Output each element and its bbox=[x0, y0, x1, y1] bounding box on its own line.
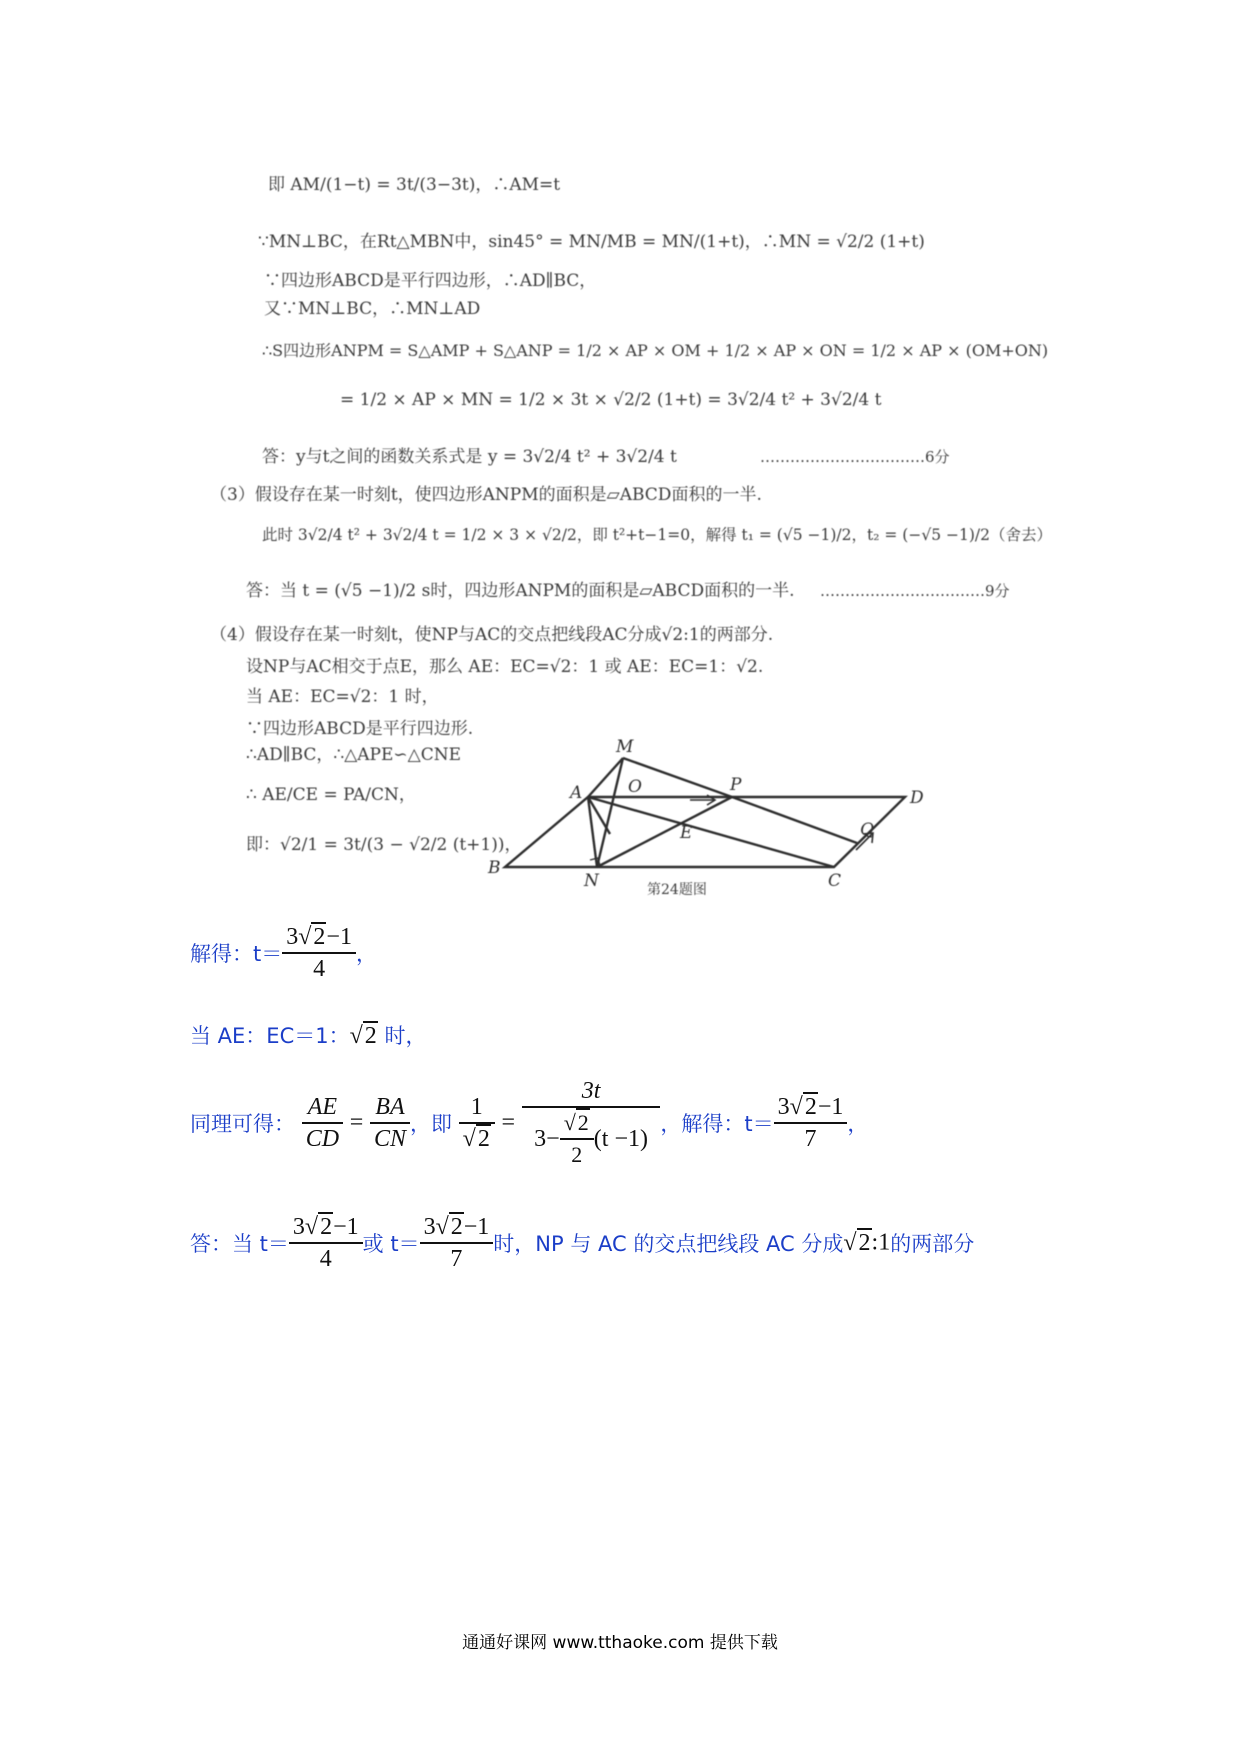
scan-score-6: ……………………………6分 bbox=[760, 448, 950, 466]
fraction-sqrt2-2 bbox=[560, 1108, 594, 1170]
jiede-text: ，解得：t＝ bbox=[660, 1112, 774, 1136]
f-den-two: 2 bbox=[571, 1142, 583, 1167]
f-cn: CN bbox=[373, 1126, 406, 1152]
sol2-den: 7 bbox=[804, 1126, 817, 1152]
ans1-coef: 3 bbox=[292, 1214, 305, 1240]
ans2-coef: 3 bbox=[423, 1214, 436, 1240]
case2-rad: 2 bbox=[364, 1023, 377, 1049]
ans-text-b: 时，NP 与 AC 的交点把线段 AC 分成 bbox=[493, 1232, 844, 1256]
scan-line-8: （3）假设存在某一时刻t，使四边形ANPM的面积是▱ABCD面积的一半. bbox=[210, 485, 762, 505]
ans-ratio: :1 bbox=[871, 1229, 891, 1256]
label-b: B bbox=[488, 858, 501, 878]
sol2-fraction bbox=[774, 1092, 848, 1154]
scan-line-13: 当 AE：EC=√2：1 时， bbox=[246, 687, 439, 707]
scan-line-15: ∴AD∥BC，∴△APE∽△CNE bbox=[246, 745, 462, 765]
ans2-den: 7 bbox=[450, 1246, 463, 1272]
ans1-tail: −1 bbox=[333, 1214, 359, 1240]
scan-line-6: = 1/2 × AP × MN = 1/2 × 3t × √2/2 (1+t) = 3√2/4 t² + 3√2/4 t bbox=[340, 390, 882, 410]
case2-text-a: 当 AE：EC＝1： bbox=[190, 1024, 350, 1048]
scan-line-17: 即：√2/1 = 3t/(3 − √2/2 (t+1))， bbox=[246, 835, 522, 855]
ans-text-c: 的两部分 bbox=[890, 1232, 975, 1256]
scan-line-7: 答：y与t之间的函数关系式是 y = 3√2/4 t² + 3√2/4 t bbox=[262, 447, 677, 467]
label-m: M bbox=[616, 737, 634, 757]
solution-line-3: 同理可得： $\frac{AE}{CD}$ = $\frac{BA}{CN}$ ，即 $\frac{1}{√2}$ = 3t 3− $\frac{√2}{2}$ (t −1) ，解得：t＝ $\frac{3√2-1}{7}$ ， bbox=[190, 1076, 868, 1170]
scan-line-5: ∴S四边形ANPM = S△AMP + S△ANP = 1/2 × AP × OM + 1/2 × AP × ON = 1/2 × AP × (OM+ON) bbox=[262, 341, 1049, 360]
f-den-rad: 2 bbox=[577, 1110, 589, 1135]
ans2-tail: −1 bbox=[463, 1214, 490, 1240]
page-footer: 通通好课网 www.tthaoke.com 提供下载 bbox=[462, 1633, 778, 1653]
solution-line-1 bbox=[190, 922, 377, 984]
case2-text-b: 时， bbox=[377, 1024, 427, 1048]
figure-caption: 第24题图 bbox=[647, 882, 707, 898]
ans-text-a: 答：当 t＝ bbox=[190, 1232, 289, 1256]
scan-score-9: ……………………………9分 bbox=[820, 582, 1010, 600]
segment-mn bbox=[597, 758, 623, 867]
sol1-suffix: ， bbox=[355, 942, 377, 966]
segment-pq bbox=[732, 797, 857, 843]
label-e: E bbox=[680, 823, 693, 843]
scan-line-2: ∵MN⊥BC，在Rt△MBN中，sin45° = MN/MB = MN/(1+t)，∴MN = √2/2 (1+t) bbox=[258, 232, 925, 252]
scan-line-4: 又∵MN⊥BC，∴MN⊥AD bbox=[264, 299, 481, 319]
scan-line-3: ∵四边形ABCD是平行四边形，∴AD∥BC， bbox=[264, 271, 597, 291]
scan-line-11: （4）假设存在某一时刻t，使NP与AC的交点把线段AC分成√2:1的两部分. bbox=[210, 625, 774, 645]
fraction-ae-cd bbox=[302, 1092, 343, 1154]
ans-fraction-1 bbox=[289, 1212, 363, 1274]
scan-line-14: ∵四边形ABCD是平行四边形. bbox=[246, 719, 474, 739]
sol1-tail: −1 bbox=[326, 924, 352, 950]
segment-an bbox=[588, 797, 597, 867]
label-q: Q bbox=[860, 820, 874, 840]
parallelogram-abcd bbox=[505, 797, 905, 867]
f-ba: BA bbox=[370, 1092, 410, 1124]
sol1-rad: 2 bbox=[313, 924, 326, 950]
answer-line bbox=[190, 1212, 974, 1274]
sol2-suffix: ， bbox=[847, 1112, 869, 1136]
label-d: D bbox=[910, 788, 924, 808]
ans-fraction-2 bbox=[420, 1212, 494, 1274]
f-cd: CD bbox=[305, 1126, 340, 1152]
f-den-a: 3− bbox=[534, 1126, 560, 1152]
ans1-den: 4 bbox=[319, 1246, 332, 1272]
sqrt-icon: √2 bbox=[349, 1023, 377, 1049]
ans-or: 或 t＝ bbox=[362, 1232, 420, 1256]
sol1-den: 4 bbox=[313, 956, 326, 982]
sol2-rad: 2 bbox=[804, 1094, 817, 1120]
f-ae: AE bbox=[302, 1092, 343, 1124]
fraction-3t bbox=[522, 1076, 661, 1170]
same-prefix: 同理可得： bbox=[190, 1112, 295, 1136]
fraction-1-sqrt2 bbox=[459, 1092, 495, 1154]
sol1-prefix: 解得：t＝ bbox=[190, 942, 283, 966]
scan-line-12: 设NP与AC相交于点E，那么 AE：EC=√2：1 或 AE：EC=1：√2. bbox=[246, 657, 764, 677]
label-o: O bbox=[628, 777, 642, 797]
label-p: P bbox=[730, 775, 742, 795]
f1-num: 1 bbox=[459, 1092, 495, 1124]
sqrt-icon: √2 bbox=[435, 1214, 463, 1240]
ans1-rad: 2 bbox=[320, 1214, 333, 1240]
ji-text: ，即 bbox=[409, 1112, 452, 1136]
sqrt-icon: √2 bbox=[843, 1229, 871, 1256]
label-a: A bbox=[570, 783, 583, 803]
f-den-b: (t −1) bbox=[593, 1126, 648, 1152]
solution-line-2 bbox=[190, 1020, 426, 1050]
scan-line-16: ∴ AE/CE = PA/CN， bbox=[246, 785, 416, 805]
sol2-coef: 3 bbox=[777, 1094, 790, 1120]
label-c: C bbox=[828, 871, 842, 891]
label-n: N bbox=[584, 871, 599, 891]
sqrt-icon: √2 bbox=[304, 1214, 333, 1240]
scan-line-1: 即 AM/(1−t) = 3t/(3−3t)，∴AM=t bbox=[268, 175, 561, 195]
sol1-coef: 3 bbox=[286, 924, 299, 950]
f-3t: 3t bbox=[522, 1076, 661, 1108]
scan-line-10: 答：当 t = (√5 −1)/2 s时，四边形ANPM的面积是▱ABCD面积的一半. bbox=[246, 581, 795, 601]
sqrt-icon: √2 bbox=[462, 1126, 490, 1152]
ans2-rad: 2 bbox=[450, 1214, 463, 1240]
sol2-tail: −1 bbox=[817, 1094, 844, 1120]
fraction-ba-cn bbox=[370, 1092, 410, 1154]
sqrt-icon: √2 bbox=[298, 924, 326, 950]
ans-rad: 2 bbox=[858, 1229, 871, 1256]
sqrt-icon: √2 bbox=[789, 1094, 817, 1120]
sqrt-icon: √2 bbox=[563, 1110, 589, 1135]
sol1-fraction bbox=[282, 922, 356, 984]
geometry-figure bbox=[505, 758, 905, 867]
scan-line-9: 此时 3√2/4 t² + 3√2/4 t = 1/2 × 3 × √2/2，即 t²+t−1=0，解得 t₁ = (√5 −1)/2，t₂ = (−√5 −1)/2（舍去） bbox=[262, 526, 1052, 544]
f1-rad: 2 bbox=[477, 1126, 490, 1152]
